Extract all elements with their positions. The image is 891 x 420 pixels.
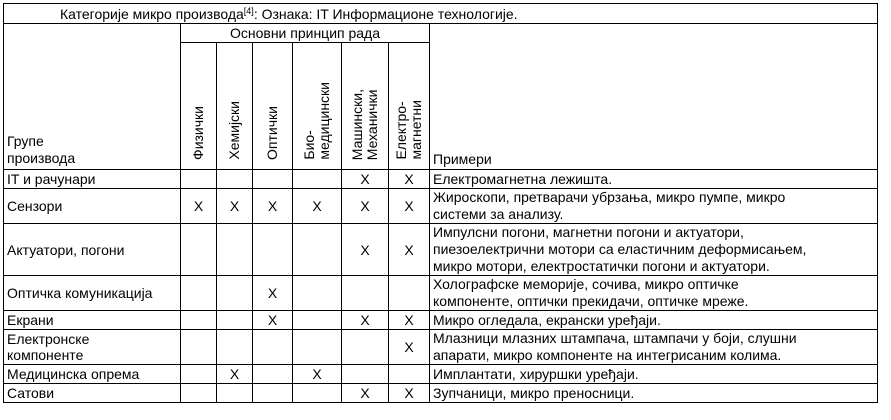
principle-mark-cell: X	[389, 224, 430, 276]
table-row	[4, 330, 878, 365]
principle-mark-cell: X	[342, 170, 389, 189]
principle-mark-cell	[293, 384, 342, 403]
principle-mark-cell	[181, 384, 217, 403]
principle-mark-cell: X	[253, 189, 293, 224]
principle-mark-cell	[253, 365, 293, 384]
product-group-cell: Медицинска опрема	[4, 365, 181, 384]
principle-mark-cell	[253, 330, 293, 365]
principle-mark-cell	[181, 276, 217, 311]
principle-mark-cell	[181, 311, 217, 330]
principle-mark-cell: X	[293, 189, 342, 224]
principle-mark-cell	[253, 170, 293, 189]
caption-note: : Ознака: IT Информационе технологије.	[253, 5, 518, 22]
principle-mark-cell	[342, 365, 389, 384]
principle-mark-cell: X	[342, 189, 389, 224]
header-row-1	[4, 24, 878, 43]
principle-mark-cell	[253, 224, 293, 276]
principle-column-header	[293, 43, 342, 170]
principle-mark-cell: X	[389, 311, 430, 330]
principle-mark-cell: X	[217, 365, 253, 384]
principle-mark-cell	[342, 330, 389, 365]
principle-mark-cell	[253, 384, 293, 403]
principle-mark-cell: X	[389, 189, 430, 224]
product-group-cell: Оптичка комуникација	[4, 276, 181, 311]
principle-mark-cell: X	[293, 365, 342, 384]
examples-cell: Жироскопи, претварачи убрзања, микро пумпе, микро системи за анализу.	[430, 189, 878, 224]
principle-mark-cell: X	[217, 189, 253, 224]
principle-mark-cell: X	[181, 189, 217, 224]
principle-mark-cell	[181, 365, 217, 384]
principle-mark-cell	[217, 311, 253, 330]
caption-row	[4, 4, 878, 24]
principle-mark-cell: X	[389, 170, 430, 189]
principle-mark-cell	[293, 170, 342, 189]
examples-cell: Млазници млазних штампача, штампачи у боји, слушни апарати, микро компоненте на интегрисаним колима.	[430, 330, 878, 365]
principle-label: Електро- магнетни	[393, 100, 424, 160]
micro-products-table	[3, 3, 878, 403]
document	[3, 3, 878, 403]
table-body	[4, 170, 878, 403]
principle-label: Машински, Механички	[349, 88, 380, 160]
examples-header: Примери	[430, 24, 878, 170]
caption-reference: [4]	[243, 5, 254, 16]
principle-mark-cell	[389, 276, 430, 311]
table-row	[4, 365, 878, 384]
groups-header	[4, 24, 181, 170]
principle-mark-cell: X	[342, 384, 389, 403]
examples-cell: Холографске меморије, сочива, микро оптичке компоненте, оптички прекидачи, оптичке мреже.	[430, 276, 878, 311]
principle-mark-cell	[181, 224, 217, 276]
principle-mark-cell	[181, 330, 217, 365]
principle-label: Хемијски	[226, 101, 242, 160]
examples-cell: Микро огледала, екрански уређаји.	[430, 311, 878, 330]
principle-mark-cell	[217, 330, 253, 365]
principle-mark-cell	[293, 330, 342, 365]
table-row	[4, 189, 878, 224]
principle-mark-cell	[217, 276, 253, 311]
product-group-cell: Актуатори, погони	[4, 224, 181, 276]
principle-mark-cell	[293, 276, 342, 311]
principle-mark-cell	[342, 276, 389, 311]
principle-mark-cell: X	[253, 311, 293, 330]
principle-label: Оптички	[264, 106, 280, 160]
examples-cell: Електромагнетна лежишта.	[430, 170, 878, 189]
product-group-cell: Сензори	[4, 189, 181, 224]
table-row	[4, 311, 878, 330]
principle-mark-cell: X	[389, 330, 430, 365]
principle-column-header	[217, 43, 253, 170]
table-row	[4, 384, 878, 403]
principle-mark-cell	[217, 170, 253, 189]
examples-cell: Импулсни погони, магнетни погони и актуатори, пиезоелектрични мотори са еластичним деформисањем, микро мотори, електростатички погони и актуатори.	[430, 224, 878, 276]
principle-mark-cell	[217, 384, 253, 403]
product-group-cell: Екрани	[4, 311, 181, 330]
principle-header: Основни принцип рада	[181, 24, 430, 43]
table-row	[4, 170, 878, 189]
table-row	[4, 276, 878, 311]
examples-cell: Имплантати, хируршки уређаји.	[430, 365, 878, 384]
product-group-cell: Сатови	[4, 384, 181, 403]
principle-column-header	[389, 43, 430, 170]
groups-header-label: Групе производа	[7, 133, 76, 166]
principle-mark-cell	[389, 365, 430, 384]
principle-mark-cell: X	[389, 384, 430, 403]
principle-mark-cell: X	[253, 276, 293, 311]
principle-column-header	[253, 43, 293, 170]
principle-mark-cell: X	[342, 311, 389, 330]
principle-label: Физички	[190, 106, 206, 160]
product-group-cell: Електронске компоненте	[4, 330, 181, 365]
principle-mark-cell: X	[342, 224, 389, 276]
principle-mark-cell	[181, 170, 217, 189]
principle-mark-cell	[217, 224, 253, 276]
table-caption	[4, 4, 878, 24]
examples-cell: Зупчаници, микро преносници.	[430, 384, 878, 403]
principle-mark-cell	[293, 224, 342, 276]
product-group-cell: IT и рачунари	[4, 170, 181, 189]
caption-text: Категорије микро производа	[60, 5, 244, 22]
principle-column-header	[342, 43, 389, 170]
principle-mark-cell	[293, 311, 342, 330]
principle-column-header	[181, 43, 217, 170]
principle-label: Био- медицински	[301, 82, 332, 160]
table-row	[4, 224, 878, 276]
